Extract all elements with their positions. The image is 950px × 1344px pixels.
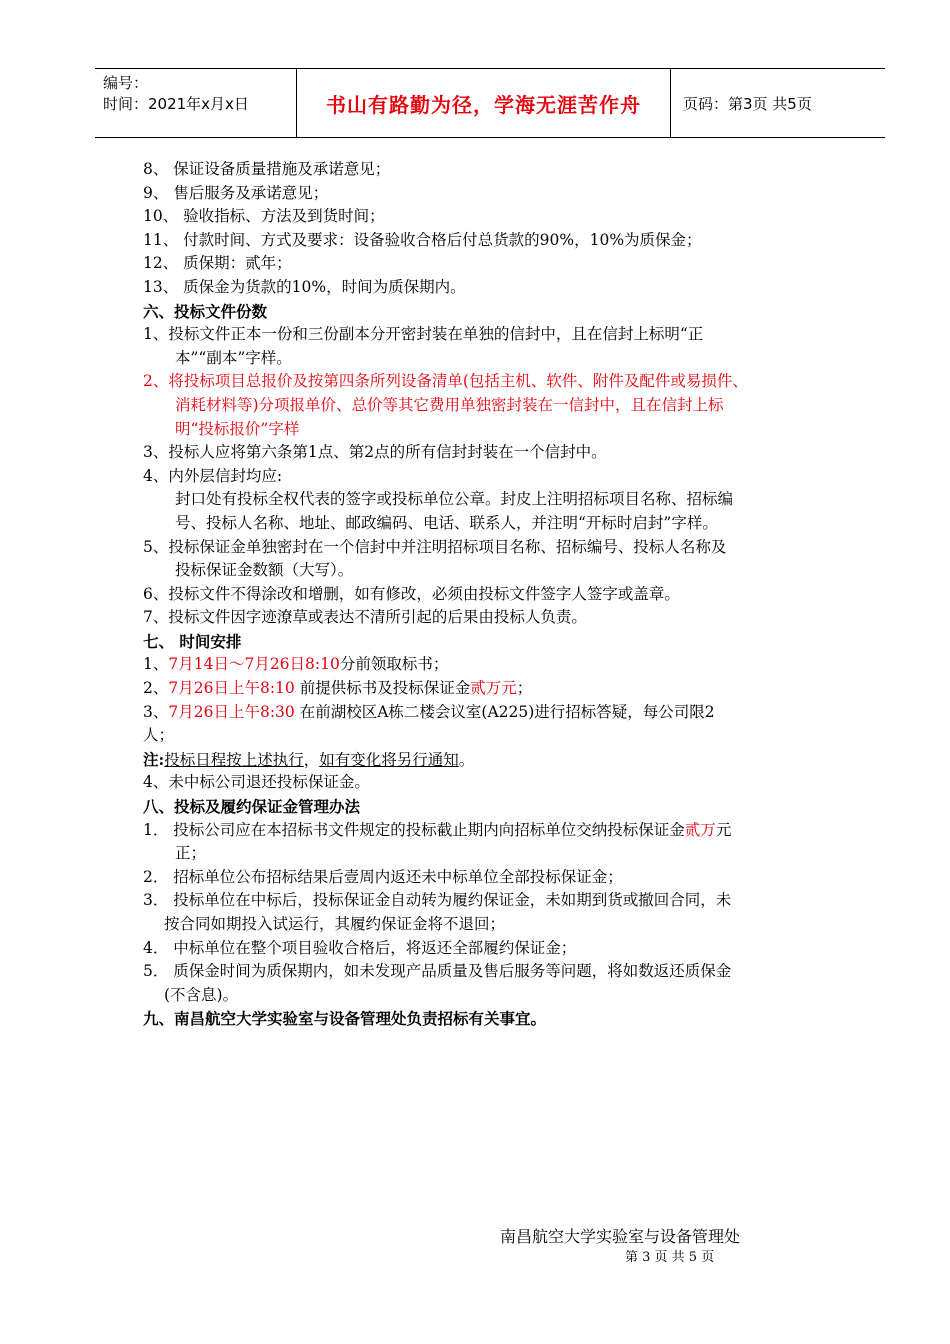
list-item: 3． 投标单位在中标后，投标保证金自动转为履约保证金，未如期到货或撤回合同，未: [143, 891, 732, 910]
list-item: 8、 保证设备质量措施及承诺意见；: [143, 160, 391, 178]
header-left-cell: [95, 69, 297, 137]
section-heading-6: 六、投标文件份数: [143, 301, 268, 321]
list-item: [143, 677, 878, 701]
list-item-continuation: 按合同如期投入试运行，其履约保证金将不退回；: [164, 915, 506, 933]
list-item-continuation: 号、投标人名称、地址、邮政编码、电话、联系人，并注明“开标时启封”字样。: [175, 513, 718, 532]
amount-highlight: 贰万: [684, 820, 716, 839]
note-line: [143, 748, 878, 772]
list-item: 9、 售后服务及承诺意见；: [143, 183, 329, 202]
item-number: 2、: [143, 679, 169, 698]
footer-organization: 南昌航空大学实验室与设备管理处: [500, 1227, 741, 1246]
note-label: 注:: [143, 749, 165, 769]
list-item: 4． 中标单位在整个项目验收合格后，将返还全部履约保证金；: [143, 938, 577, 957]
list-item: 5． 质保金时间为质保期内，如未发现产品质量及售后服务等问题，将如数返还质保金: [143, 962, 732, 981]
list-item-continuation: 本”“副本”字样。: [175, 348, 292, 367]
list-item-continuation: 正；: [175, 844, 207, 863]
list-item: 10、 验收指标、方法及到货时间；: [143, 207, 385, 226]
list-item: 4、未中标公司退还投标保证金。: [143, 773, 370, 792]
list-item-continuation: 封口处有投标全权代表的签字或投标单位公章。封皮上注明招标项目名称、招标编: [175, 490, 734, 509]
list-item-continuation: 人；: [143, 726, 175, 745]
list-item: 6、投标文件不得涂改和增删，如有修改，必须由投标文件签字人签字或盖章。: [143, 584, 680, 603]
header-motto: 书山有路勤为径，学海无涯苦作舟: [297, 69, 671, 137]
section-heading-7: 七、 时间安排: [143, 631, 242, 651]
section-heading-8: 八、投标及履约保证金管理办法: [143, 797, 361, 817]
item-text: 分前领取标书；: [339, 655, 449, 674]
list-item: [143, 653, 878, 677]
item-text: 在前湖校区A栋二楼会议室(A225)进行招标答疑，每公司限2: [294, 702, 715, 721]
item-number: 3、: [143, 702, 169, 721]
item-number: 1、: [143, 655, 169, 674]
note-comma: ，: [303, 750, 320, 769]
document-body: [143, 158, 878, 1031]
section-heading-9: 九、南昌航空大学实验室与设备管理处负责招标有关事宜。: [143, 1009, 547, 1029]
list-item: 11、 付款时间、方式及要求：设备验收合格后付总货款的90%，10%为质保金；: [143, 230, 702, 249]
serial-label: 编号：: [103, 74, 149, 92]
time-label: 时间：2021年x月x日: [103, 95, 249, 113]
header-page-label: 页码：第3页 共5页: [683, 94, 812, 113]
list-item: [143, 819, 878, 843]
list-item-continuation: 消耗材料等)分项报单价、总价等其它费用单独密封装在一信封中，且在信封上标: [175, 395, 724, 414]
list-item-continuation: 明“投标报价”字样: [175, 419, 300, 438]
list-item: [143, 701, 878, 725]
list-item: 12、 质保期：贰年；: [143, 254, 292, 273]
date-highlight: 7月14日～7月26日8:10: [168, 655, 340, 674]
note-underlined: 如有变化将另行通知: [319, 750, 459, 769]
item-text-end: 元: [715, 820, 732, 839]
item-text: 1． 投标公司应在本招标书文件规定的投标截止期内向招标单位交纳投标保证金: [143, 820, 685, 839]
list-item: 7、投标文件因字迹潦草或表达不清所引起的后果由投标人负责。: [143, 608, 587, 627]
list-item-continuation: (不含息)。: [164, 985, 239, 1004]
note-end: 。: [458, 750, 475, 769]
amount-highlight: 贰万元: [470, 679, 517, 698]
item-text-end: ；: [516, 679, 533, 698]
note-underlined: 投标日程按上述执行: [164, 750, 304, 769]
list-item: 3、投标人应将第六条第1点、第2点的所有信封封装在一个信封中。: [143, 443, 607, 462]
list-item: 4、内外层信封均应:: [143, 466, 283, 485]
list-item-highlight: 2、将投标项目总报价及按第四条所列设备清单(包括主机、软件、附件及配件或易损件、: [143, 372, 748, 391]
list-item: 13、 质保金为货款的10%，时间为质保期内。: [143, 277, 466, 296]
list-item: 5、投标保证金单独密封在一个信封中并注明招标项目名称、招标编号、投标人名称及: [143, 537, 727, 556]
footer-page-number: 第 3 页 共 5 页: [625, 1250, 715, 1265]
list-item-continuation: 投标保证金数额（大写）。: [175, 561, 354, 580]
date-highlight: 7月26日上午8:30: [168, 702, 295, 721]
list-item: 2． 招标单位公布招标结果后壹周内返还未中标单位全部投标保证金；: [143, 867, 623, 886]
header-table: [95, 68, 885, 138]
list-item: 1、投标文件正本一份和三份副本分开密封装在单独的信封中，且在信封上标明“正: [143, 325, 704, 344]
page-footer: [500, 1226, 820, 1268]
date-highlight: 7月26日上午8:10: [168, 679, 295, 698]
item-text: 前提供标书及投标保证金: [294, 679, 471, 698]
